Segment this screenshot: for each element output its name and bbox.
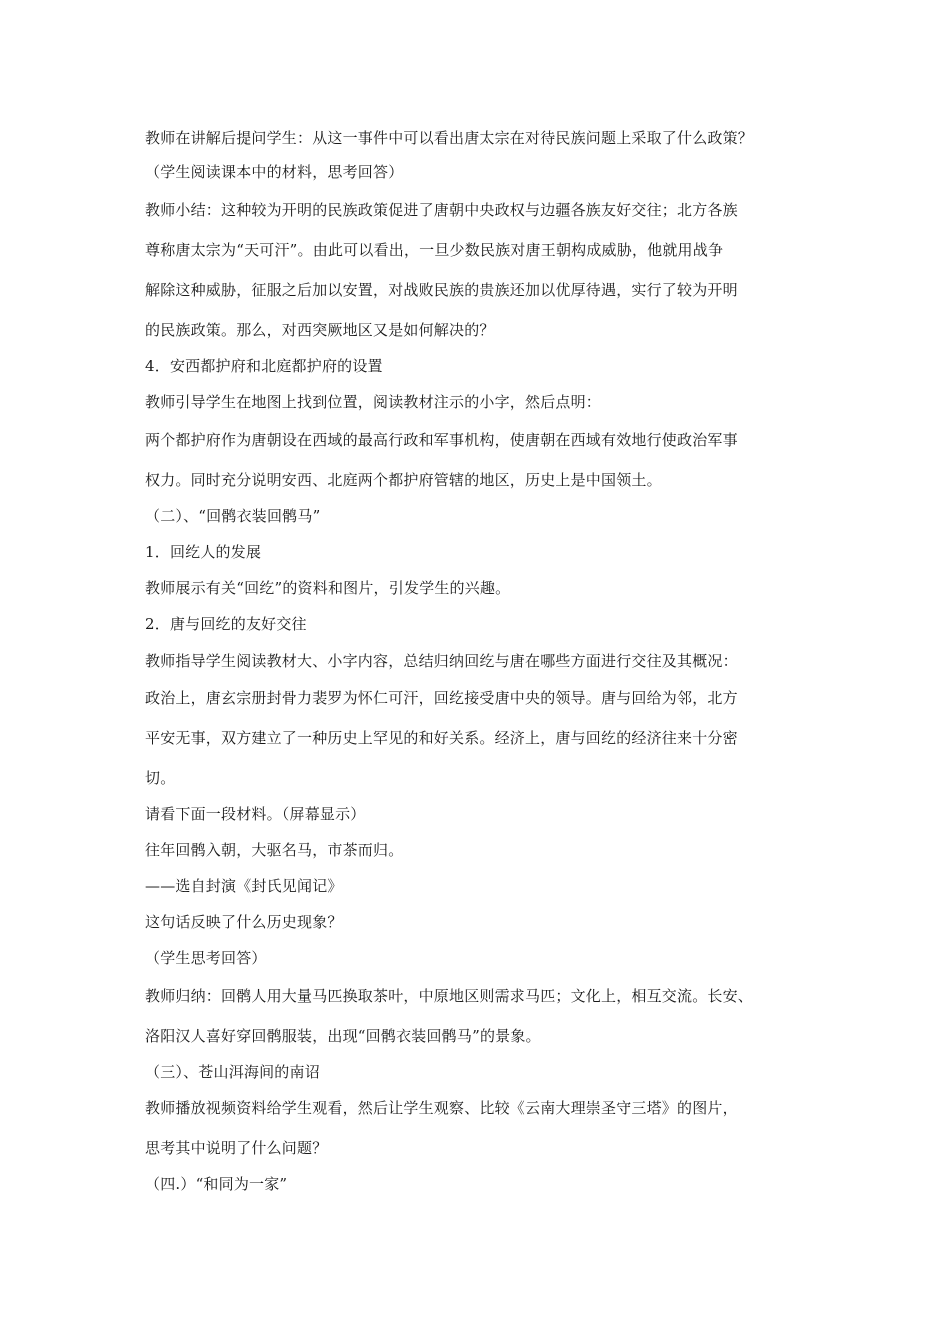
quote-source: ——选自封演《封氏见闻记》 — [145, 877, 343, 895]
text-line: 权力。同时充分说明安西、北庭两个都护府管辖的地区，历史上是中国领土。 — [145, 471, 662, 489]
text-line: 切。 — [145, 769, 176, 787]
text-line: （学生思考回答） — [145, 949, 267, 967]
text-line: 教师在讲解后提问学生：从这一事件中可以看出唐太宗在对待民族问题上采取了什么政策？ — [145, 129, 754, 147]
text-line: 教师播放视频资料给学生观看，然后让学生观察、比较《云南大理崇圣守三塔》的图片， — [145, 1099, 738, 1117]
text-line: 请看下面一段材料。（屏幕显示） — [145, 805, 366, 823]
text-line: 教师展示有关“回纥”的资料和图片，引发学生的兴趣。 — [145, 579, 511, 597]
text-line: 解除这种威胁，征服之后加以安置，对战败民族的贵族还加以优厚待遇，实行了较为开明 — [145, 281, 738, 299]
section-heading: （三）、苍山洱海间的南诏 — [145, 1063, 320, 1081]
text-line: 洛阳汉人喜好穿回鹘服装，出现“回鹘衣装回鹘马”的景象。 — [145, 1027, 541, 1045]
section-heading: 2．唐与回纥的友好交往 — [145, 615, 307, 633]
section-heading: （二）、“回鹘衣装回鹘马” — [145, 507, 321, 525]
text-line: 这句话反映了什么历史现象？ — [145, 913, 343, 931]
text-line: （学生阅读课本中的材料，思考回答） — [145, 163, 404, 181]
section-heading: （四.）“和同为一家” — [145, 1175, 288, 1193]
text-line: 教师指导学生阅读教材大、小字内容，总结归纳回纥与唐在哪些方面进行交往及其概况： — [145, 652, 738, 670]
text-line: 的民族政策。那么，对西突厥地区又是如何解决的？ — [145, 321, 495, 339]
text-line: 两个都护府作为唐朝设在西域的最高行政和军事机构，使唐朝在西域有效地行使政治军事 — [145, 431, 738, 449]
text-line: 尊称唐太宗为“天可汗”。由此可以看出，一旦少数民族对唐王朝构成威胁，他就用战争 — [145, 241, 724, 259]
text-line: 教师小结：这种较为开明的民族政策促进了唐朝中央政权与边疆各族友好交往；北方各族 — [145, 201, 738, 219]
section-heading: 1．回纥人的发展 — [145, 543, 262, 561]
text-line: 教师归纳：回鹘人用大量马匹换取茶叶，中原地区则需求马匹；文化上，相互交流。长安、 — [145, 987, 754, 1005]
text-line: 政治上，唐玄宗册封骨力裴罗为怀仁可汗，回纥接受唐中央的领导。唐与回给为邻，北方 — [145, 689, 738, 707]
section-heading: 4．安西都护府和北庭都护府的设置 — [145, 357, 383, 375]
text-line: 教师引导学生在地图上找到位置，阅读教材注示的小字，然后点明： — [145, 393, 602, 411]
text-line: 平安无事，双方建立了一种历史上罕见的和好关系。经济上，唐与回纥的经济往来十分密 — [145, 729, 738, 747]
quote-line: 往年回鹘入朝，大驱名马，市茶而归。 — [145, 841, 404, 859]
text-line: 思考其中说明了什么问题？ — [145, 1139, 328, 1157]
